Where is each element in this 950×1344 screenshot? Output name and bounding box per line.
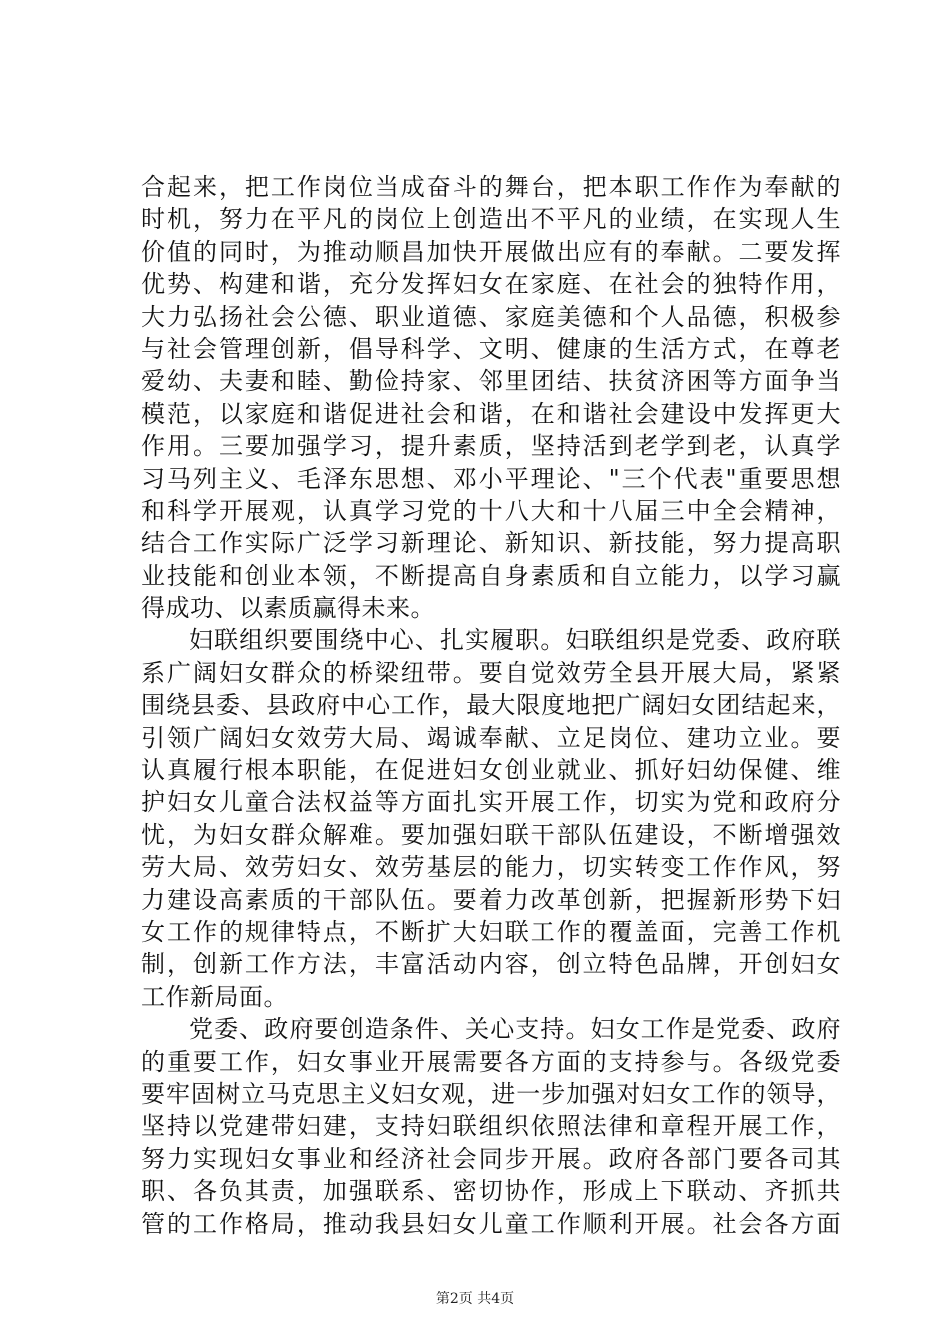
text-line: 劳大局、效劳妇女、效劳基层的能力，切实转变工作作风，努 [141, 853, 841, 882]
text-line: 业技能和创业本领，不断提高自身素质和自立能力，以学习赢 [141, 561, 841, 590]
text-line: 职、各负其责，加强联系、密切协作，形成上下联动、齐抓共 [141, 1177, 841, 1206]
text-line: 女工作的规律特点，不断扩大妇联工作的覆盖面，完善工作机 [141, 917, 841, 946]
text-line: 工作新局面。 [141, 982, 288, 1011]
text-line: 习马列主义、毛泽东思想、邓小平理论、"三个代表"重要思想 [141, 464, 841, 493]
text-line: 妇联组织要围绕中心、扎实履职。妇联组织是党委、政府联 [189, 626, 841, 655]
text-line: 和科学开展观，认真学习党的十八大和十八届三中全会精神， [141, 496, 841, 525]
paragraph-3 [141, 1013, 841, 1240]
text-line: 制，创新工作方法，丰富活动内容，创立特色品牌，开创妇女 [141, 950, 841, 979]
text-line: 价值的同时，为推动顺昌加快开展做出应有的奉献。二要发挥 [141, 237, 841, 266]
text-line: 努力实现妇女事业和经济社会同步开展。政府各部门要各司其 [141, 1144, 841, 1173]
text-line: 党委、政府要创造条件、关心支持。妇女工作是党委、政府 [189, 1015, 841, 1044]
text-line: 管的工作格局，推动我县妇女儿童工作顺利开展。社会各方面 [141, 1209, 841, 1238]
text-line: 力建设高素质的干部队伍。要着力改革创新，把握新形势下妇 [141, 885, 841, 914]
text-line: 忧，为妇女群众解难。要加强妇联干部队伍建设，不断增强效 [141, 820, 841, 849]
text-line: 认真履行根本职能，在促进妇女创业就业、抓好妇幼保健、维 [141, 756, 841, 785]
text-line: 结合工作实际广泛学习新理论、新知识、新技能，努力提高职 [141, 529, 841, 558]
text-line: 与社会管理创新，倡导科学、文明、健康的生活方式，在尊老 [141, 334, 841, 363]
text-line: 时机，努力在平凡的岗位上创造出不平凡的业绩，在实现人生 [141, 205, 841, 234]
text-line: 的重要工作，妇女事业开展需要各方面的支持参与。各级党委 [141, 1047, 841, 1076]
text-line: 爱幼、夫妻和睦、勤俭持家、邻里团结、扶贫济困等方面争当 [141, 367, 841, 396]
text-line: 得成功、以素质赢得未来。 [141, 594, 435, 623]
text-line: 引领广阔妇女效劳大局、竭诚奉献、立足岗位、建功立业。要 [141, 723, 841, 752]
text-line: 护妇女儿童合法权益等方面扎实开展工作，切实为党和政府分 [141, 788, 841, 817]
text-line: 坚持以党建带妇建，支持妇联组织依照法律和章程开展工作， [141, 1112, 841, 1141]
paragraph-1 [141, 171, 841, 624]
text-line: 大力弘扬社会公德、职业道德、家庭美德和个人品德，积极参 [141, 302, 841, 331]
paragraph-2 [141, 624, 841, 1013]
text-line: 围绕县委、县政府中心工作，最大限度地把广阔妇女团结起来， [141, 691, 841, 720]
text-line: 优势、构建和谐，充分发挥妇女在家庭、在社会的独特作用， [141, 270, 841, 299]
text-line: 作用。三要加强学习，提升素质，坚持活到老学到老，认真学 [141, 432, 841, 461]
text-line: 系广阔妇女群众的桥梁纽带。要自觉效劳全县开展大局，紧紧 [141, 658, 841, 687]
text-line: 要牢固树立马克思主义妇女观，进一步加强对妇女工作的领导， [141, 1079, 841, 1108]
text-line: 合起来，把工作岗位当成奋斗的舞台，把本职工作作为奉献的 [141, 173, 841, 201]
body-text [141, 171, 841, 1240]
text-line: 模范，以家庭和谐促进社会和谐，在和谐社会建设中发挥更大 [141, 399, 841, 428]
page-number-footer: 第2页 共4页 [435, 1291, 515, 1307]
